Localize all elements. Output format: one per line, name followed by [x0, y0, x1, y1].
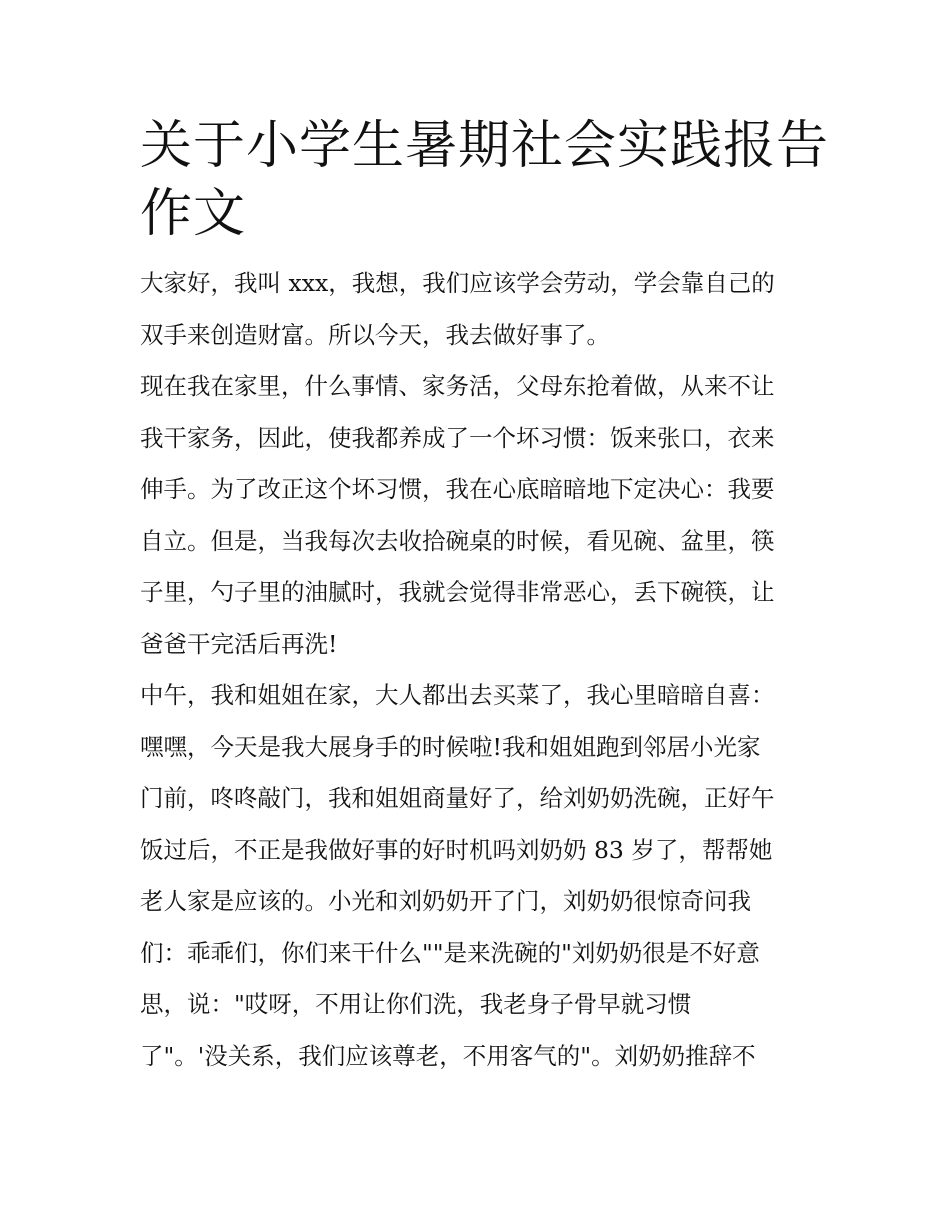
title-line: 关于小学生暑期社会实践报告	[140, 116, 830, 176]
paragraph	[140, 670, 816, 1082]
text-line: 爸爸干完活后再洗!	[140, 629, 338, 658]
document-body	[140, 112, 830, 1082]
text-line: 了"。'没关系，我们应该尊老，不用客气的"。刘奶奶推辞不	[140, 1041, 756, 1070]
paragraph	[140, 361, 816, 670]
text-line: 思，说："哎呀，不用让你们洗，我老身子骨早就习惯	[140, 990, 692, 1018]
text-line: 嘿嘿，今天是我大展身手的时候啦!我和姐姐跑到邻居小光家	[140, 732, 761, 761]
paragraph-list	[140, 258, 816, 1082]
document-title	[140, 112, 830, 248]
text-line: 我干家务，因此，使我都养成了一个坏习惯：饭来张口，衣来	[140, 423, 775, 452]
text-line: 现在我在家里，什么事情、家务活，父母东抢着做，从来不让	[140, 372, 775, 400]
text-line: 饭过后，不正是我做好事的好时机吗刘奶奶 83 岁了，帮帮她	[140, 835, 773, 864]
text-line: 双手来创造财富。所以今天，我去做好事了。	[140, 320, 610, 349]
text-line: 中午，我和姐姐在家，大人都出去买菜了，我心里暗暗自喜：	[140, 681, 775, 709]
text-line: 门前，咚咚敲门，我和姐姐商量好了，给刘奶奶洗碗，正好午	[140, 784, 775, 812]
text-line: 大家好，我叫 xxx，我想，我们应该学会劳动，学会靠自己的	[140, 269, 775, 297]
text-line: 老人家是应该的。小光和刘奶奶开了门，刘奶奶很惊奇问我	[140, 887, 751, 915]
text-line: 们：乖乖们，你们来干什么""是来洗碗的"刘奶奶很是不好意	[140, 938, 760, 967]
text-line: 子里，勺子里的油腻时，我就会觉得非常恶心，丢下碗筷，让	[140, 578, 775, 606]
text-line: 自立。但是，当我每次去收拾碗桌的时候，看见碗、盆里，筷	[140, 526, 775, 555]
text-line: 伸手。为了改正这个坏习惯，我在心底暗暗地下定决心：我要	[140, 475, 775, 503]
paragraph	[140, 258, 816, 361]
title-line: 作文	[140, 184, 247, 244]
